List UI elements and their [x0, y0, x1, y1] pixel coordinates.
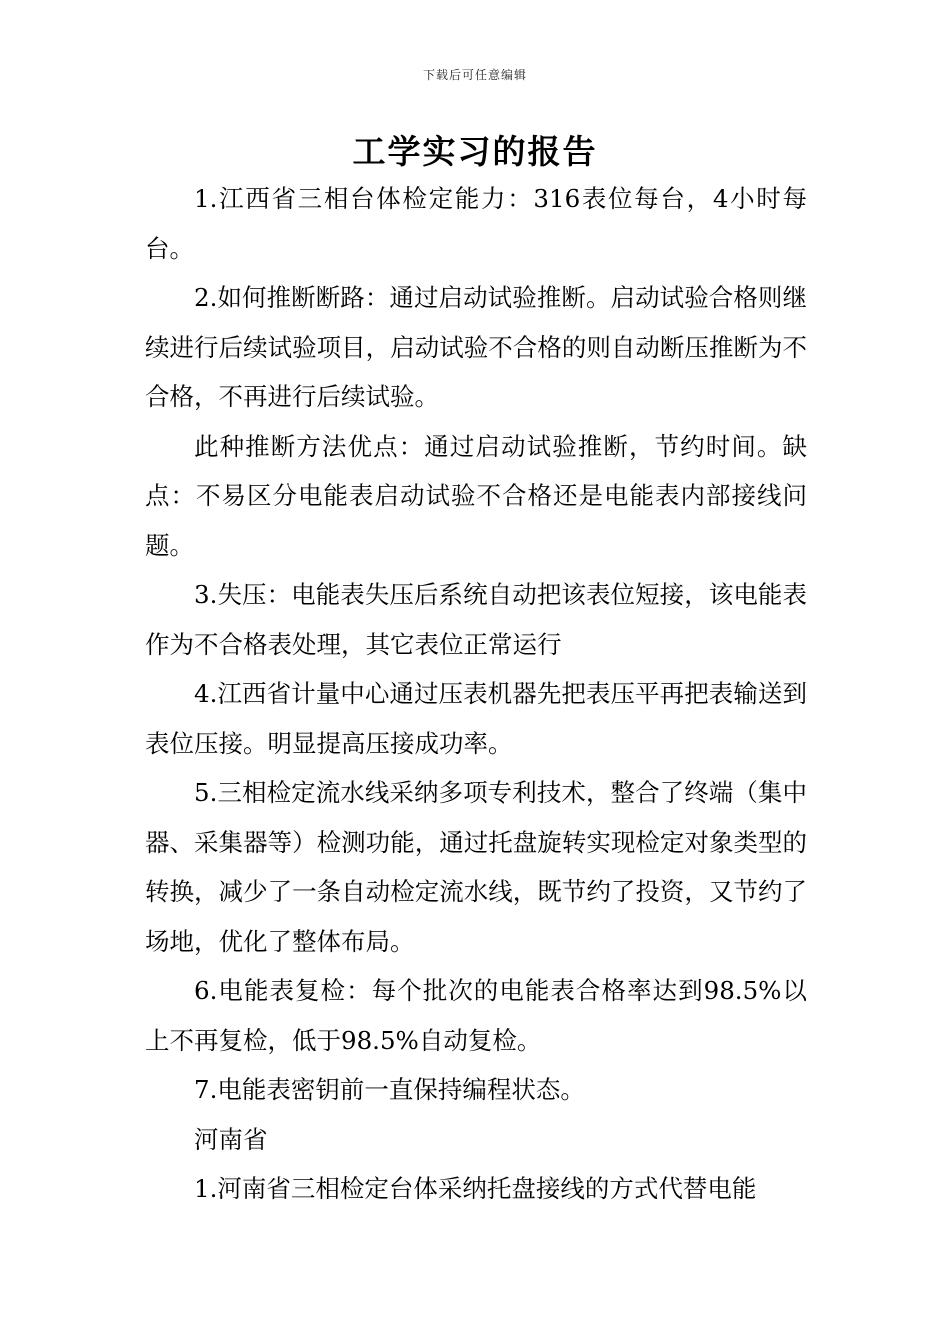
paragraph-voltage-loss: 3.失压：电能表失压后系统自动把该表位短接，该电能表作为不合格表处理，其它表位正常运行 [145, 580, 807, 659]
document-body [145, 174, 807, 1214]
section-heading-henan: 河南省 [194, 1124, 268, 1154]
paragraph-pros-cons: 此种推断方法优点：通过启动试验推断，节约时间。缺点：不易区分电能表启动试验不合格还是电能表内部接线问题。 [145, 431, 807, 560]
page-header-note: 下载后可任意编辑 [422, 68, 527, 82]
paragraph-jiangxi-capacity: 1.江西省三相台体检定能力：316表位每台，4小时每台。 [145, 184, 807, 263]
document-title: 工学实习的报告 [352, 132, 598, 171]
paragraph-henan-tray-wiring: 1.河南省三相检定台体采纳托盘接线的方式代替电能 [194, 1174, 757, 1203]
paragraph-open-circuit-detection: 2.如何推断断路：通过启动试验推断。启动试验合格则继续进行后续试验项目，启动试验不合格的则自动断压推断为不合格，不再进行后续试验。 [145, 283, 807, 411]
paragraph-press-meter: 4.江西省计量中心通过压表机器先把表压平再把表输送到表位压接。明显提高压接成功率。 [145, 679, 807, 758]
paragraph-pipeline-patents: 5.三相检定流水线采纳多项专利技术，整合了终端（集中器、采集器等）检测功能，通过托盘旋转实现检定对象类型的转换，减少了一条自动检定流水线，既节约了投资，又节约了场地，优化了整体布局。 [145, 778, 807, 956]
paragraph-recheck: 6.电能表复检：每个批次的电能表合格率达到98.5%以上不再复检，低于98.5%自动复检。 [145, 976, 807, 1055]
paragraph-programming-state: 7.电能表密钥前一直保持编程状态。 [194, 1075, 585, 1104]
